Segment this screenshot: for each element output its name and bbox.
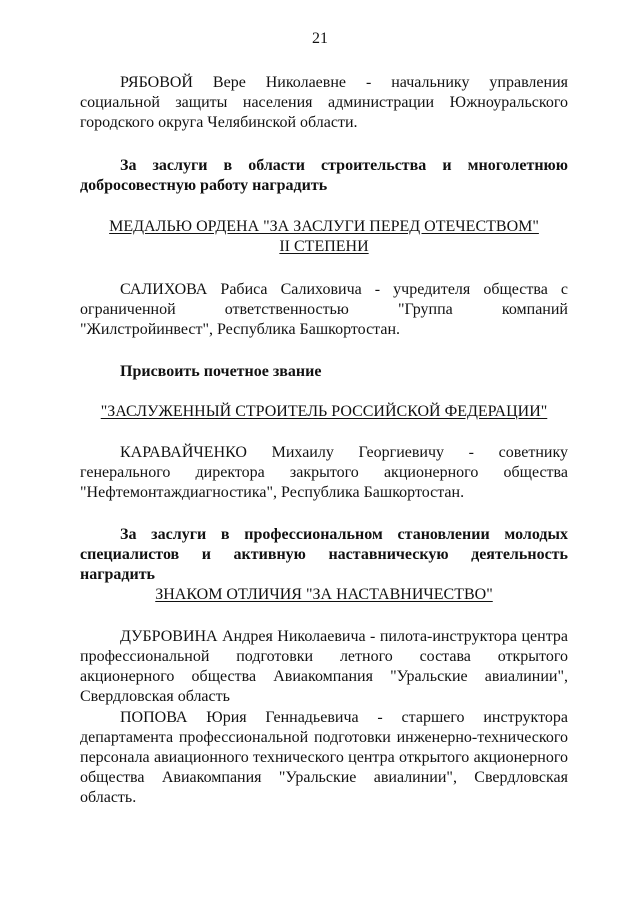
page-number: 21 <box>312 30 328 47</box>
award-title-mentorship <box>80 585 568 605</box>
paragraph-dubrovin: ДУБРОВИНА Андрея Николаевича - пилота-инструктора центра профессиональной подготовки летного состава открытого акционерного общества Авиакомпания "Уральские авиалинии", Свердловская область <box>80 628 568 705</box>
award-title-mentorship-text: ЗНАКОМ ОТЛИЧИЯ "ЗА НАСТАВНИЧЕСТВО" <box>155 586 493 603</box>
paragraph-karavaichenko: КАРАВАЙЧЕНКО Михаилу Георгиевичу - советнику генерального директора закрытого акционерного общества "Нефтемонтаждиагностика", Республика Башкортостан. <box>80 444 568 501</box>
heading-mentorship-merits: За заслуги в профессиональном становлении молодых специалистов и активную наставническую деятельность наградить <box>80 526 568 583</box>
heading-honorary-title: Присвоить почетное звание <box>120 363 322 380</box>
heading-construction-merits: За заслуги в области строительства и многолетнюю добросовестную работу наградить <box>80 157 568 194</box>
award-title-medal-line2: II СТЕПЕНИ <box>279 238 369 255</box>
award-title-medal <box>80 217 568 257</box>
award-title-builder-text: "ЗАСЛУЖЕННЫЙ СТРОИТЕЛЬ РОССИЙСКОЙ ФЕДЕРАЦИИ" <box>100 403 548 420</box>
award-title-builder <box>80 402 568 422</box>
paragraph-ryabova: РЯБОВОЙ Вере Николаевне - начальнику управления социальной защиты населения администрации Южноуральского городского округа Челябинской области. <box>80 74 568 131</box>
paragraph-popov: ПОПОВА Юрия Геннадьевича - старшего инструктора департамента профессиональной подготовки инженерно-технического персонала авиационного технического центра открытого акционерного общества Авиакомпания "Уральские авиалинии", Свердловская область. <box>80 709 568 806</box>
award-title-medal-line1: МЕДАЛЬЮ ОРДЕНА "ЗА ЗАСЛУГИ ПЕРЕД ОТЕЧЕСТВОМ" <box>109 218 539 235</box>
paragraph-salikhov: САЛИХОВА Рабиса Салиховича - учредителя общества с ограниченной ответственностью "Группа компаний "Жилстройинвест", Республика Башкортостан. <box>80 281 568 338</box>
